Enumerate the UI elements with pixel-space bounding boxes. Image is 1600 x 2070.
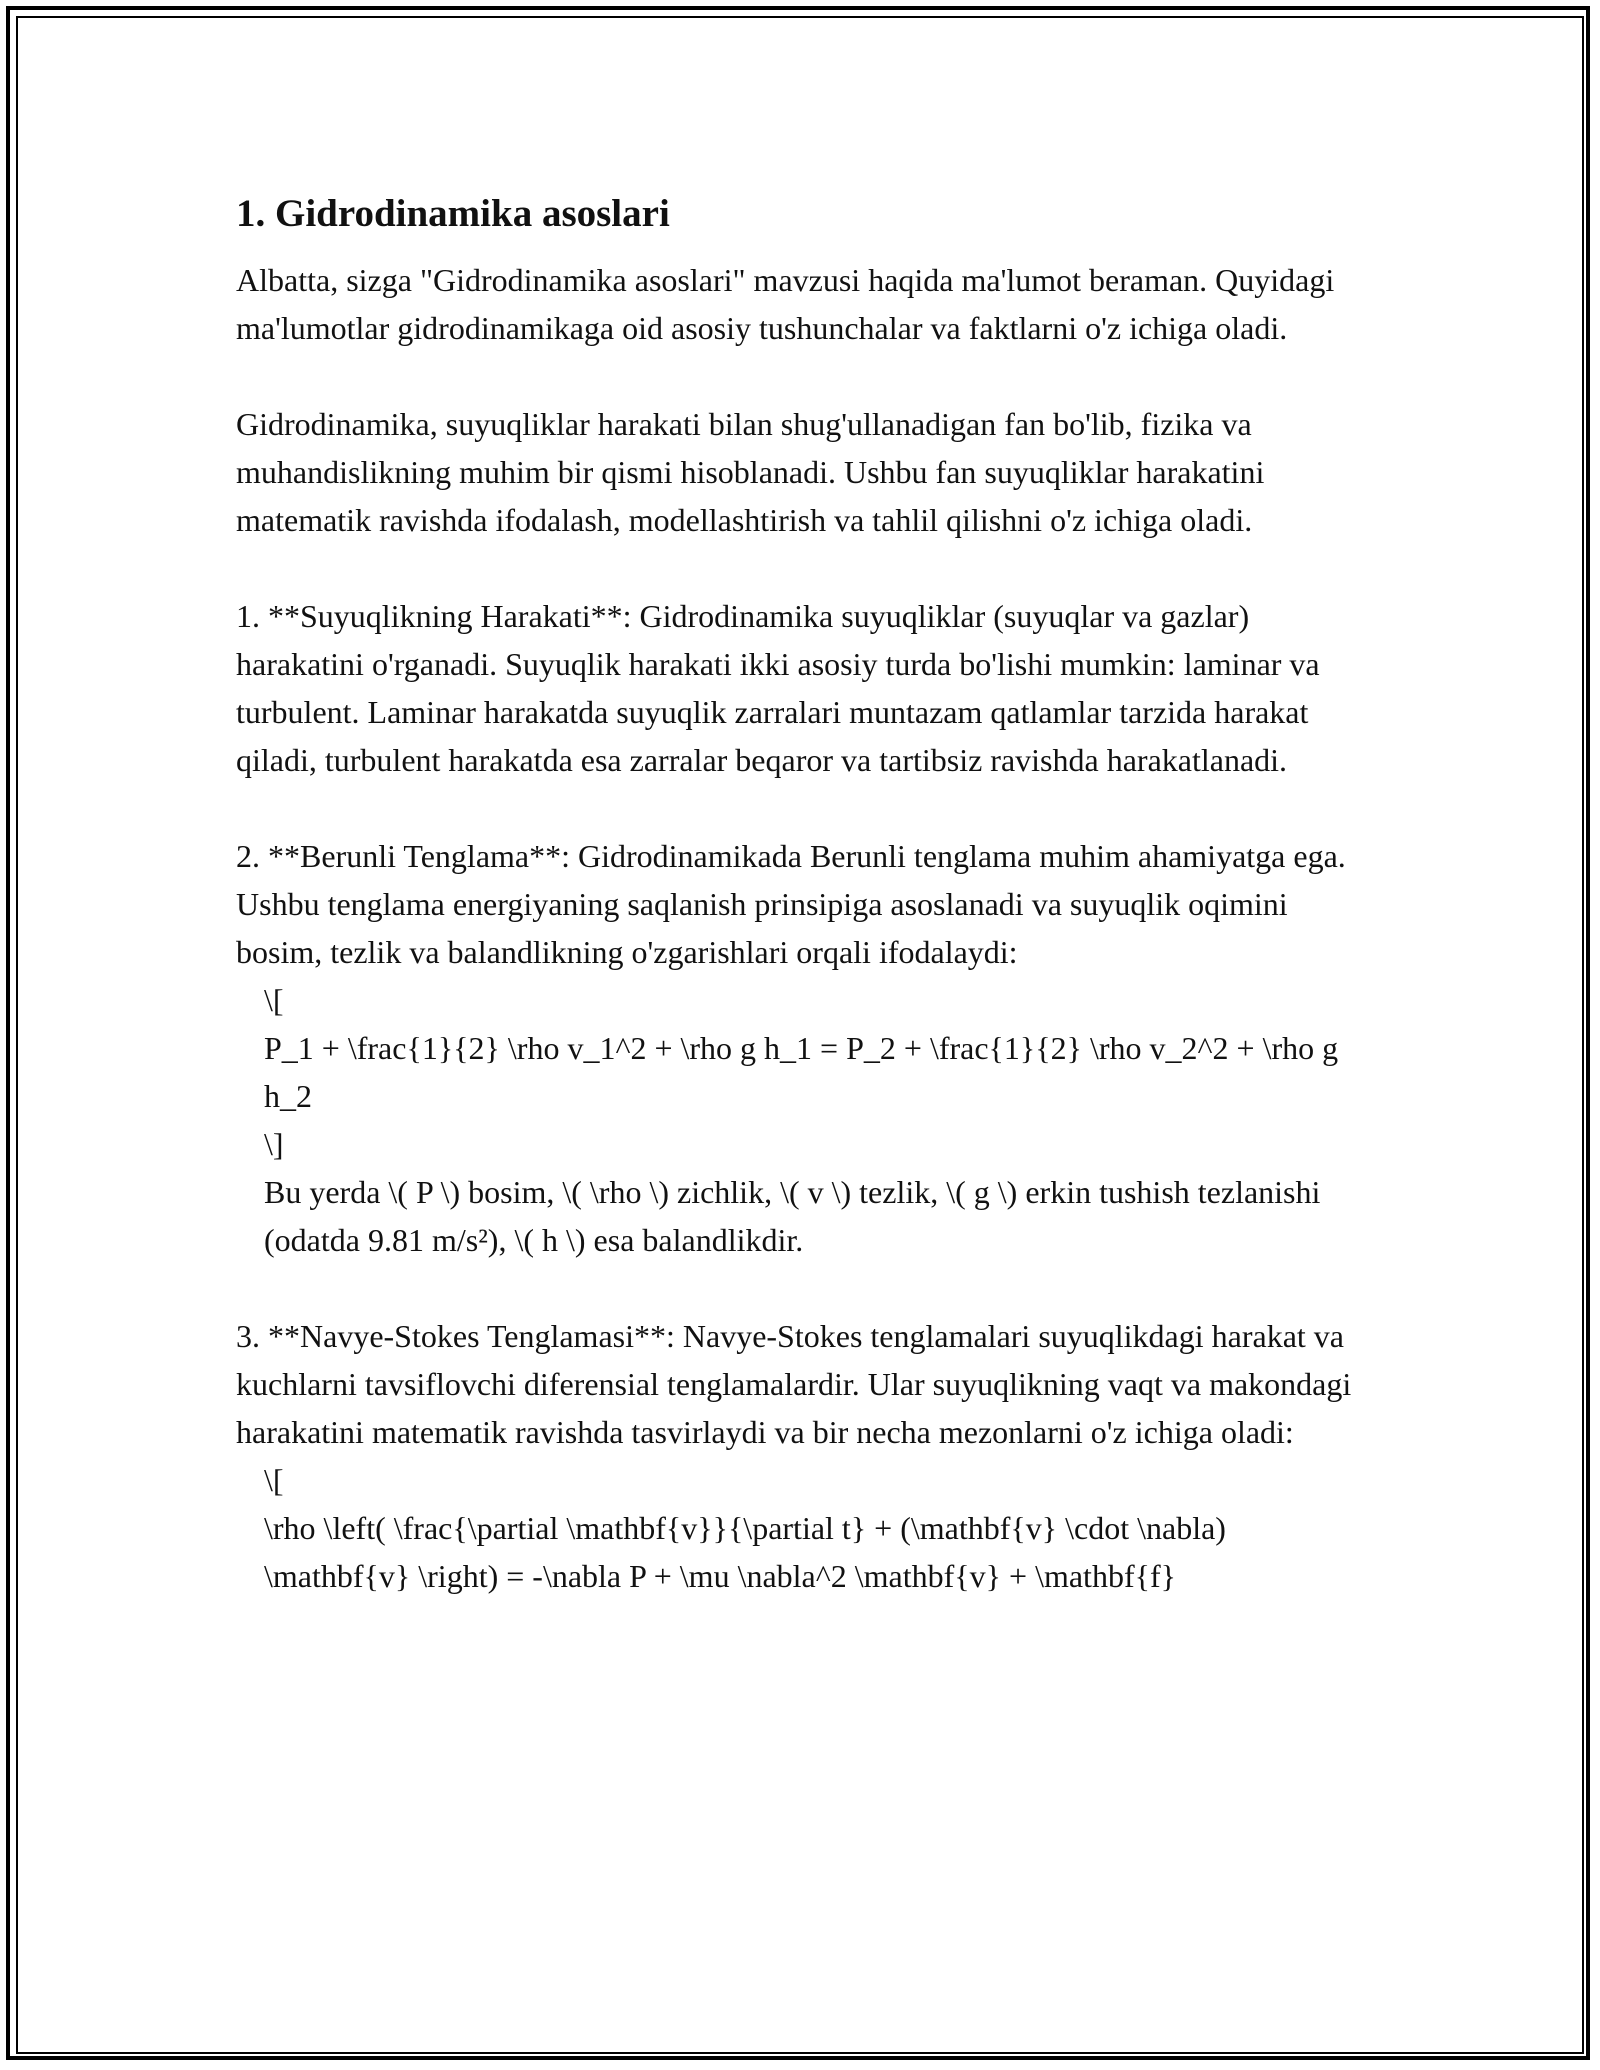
paragraph-spacer xyxy=(236,544,1376,592)
bernoulli-formula: P_1 + \frac{1}{2} \rho v_1^2 + \rho g h_1 = P_2 + \frac{1}{2} \rho v_2^2 + \rho g h_2 xyxy=(264,1030,1347,1114)
navier-stokes-formula-open: \[ xyxy=(264,1462,284,1498)
list-item-bernoulli: 2. **Berunli Tenglama**: Gidrodinamikada Berunli tenglama muhim ahamiyatga ega. Ushbu tenglama energiyaning saqlanish prinsipiga asoslanadi va suyuqlik oqimini bosim, tezlik va balandlikning o'zgarishlari orqali ifodalaydi: xyxy=(236,838,1354,970)
document-body xyxy=(236,186,1376,1600)
list-item-motion: 1. **Suyuqlikning Harakati**: Gidrodinamika suyuqliklar (suyuqlar va gazlar) harakatini o'rganadi. Suyuqlik harakati ikki asosiy turda bo'lishi mumkin: laminar va turbulent. Laminar harakatda suyuqlik zarralari muntazam qatlamlar tarzida harakat qiladi, turbulent harakatda esa zarralar beqaror va tartibsiz ravishda harakatlanadi. xyxy=(236,598,1328,778)
navier-stokes-formula: \rho \left( \frac{\partial \mathbf{v}}{\partial t} + (\mathbf{v} \cdot \nabla) \mathbf{v} \right) = -\nabla P + \mu \nabla^2 \mathbf{v} + \mathbf{f} xyxy=(264,1510,1234,1594)
paragraph-spacer xyxy=(236,352,1376,400)
bernoulli-note: Bu yerda \( P \) bosim, \( \rho \) zichlik, \( v \) tezlik, \( g \) erkin tushish tezlanishi (odatda 9.81 m/s²), \( h \) esa balandlikdir. xyxy=(264,1174,1329,1258)
paragraph-spacer xyxy=(236,784,1376,832)
paragraph-spacer xyxy=(236,1264,1376,1312)
intro-paragraph: Albatta, sizga "Gidrodinamika asoslari" mavzusi haqida ma'lumot beraman. Quyidagi ma'lumotlar gidrodinamikaga oid asosiy tushunchalar va faktlarni o'z ichiga oladi. xyxy=(236,262,1343,346)
overview-paragraph: Gidrodinamika, suyuqliklar harakati bilan shug'ullanadigan fan bo'lib, fizika va muhandislikning muhim bir qismi hisoblanadi. Ushbu fan suyuqliklar harakatini matematik ravishda ifodalash, modellashtirish va tahlil qilishni o'z ichiga oladi. xyxy=(236,406,1273,538)
bernoulli-formula-open: \[ xyxy=(264,982,284,1018)
page-title: 1. Gidrodinamika asoslari xyxy=(236,192,670,235)
bernoulli-formula-close: \] xyxy=(264,1126,284,1162)
list-item-navier-stokes: 3. **Navye-Stokes Tenglamasi**: Navye-Stokes tenglamalari suyuqlikdagi harakat va kuchlarni tavsiflovchi diferensial tenglamalardir. Ular suyuqlikning vaqt va makondagi harakatini matematik ravishda tasvirlaydi va bir necha mezonlarni o'z ichiga oladi: xyxy=(236,1318,1360,1450)
